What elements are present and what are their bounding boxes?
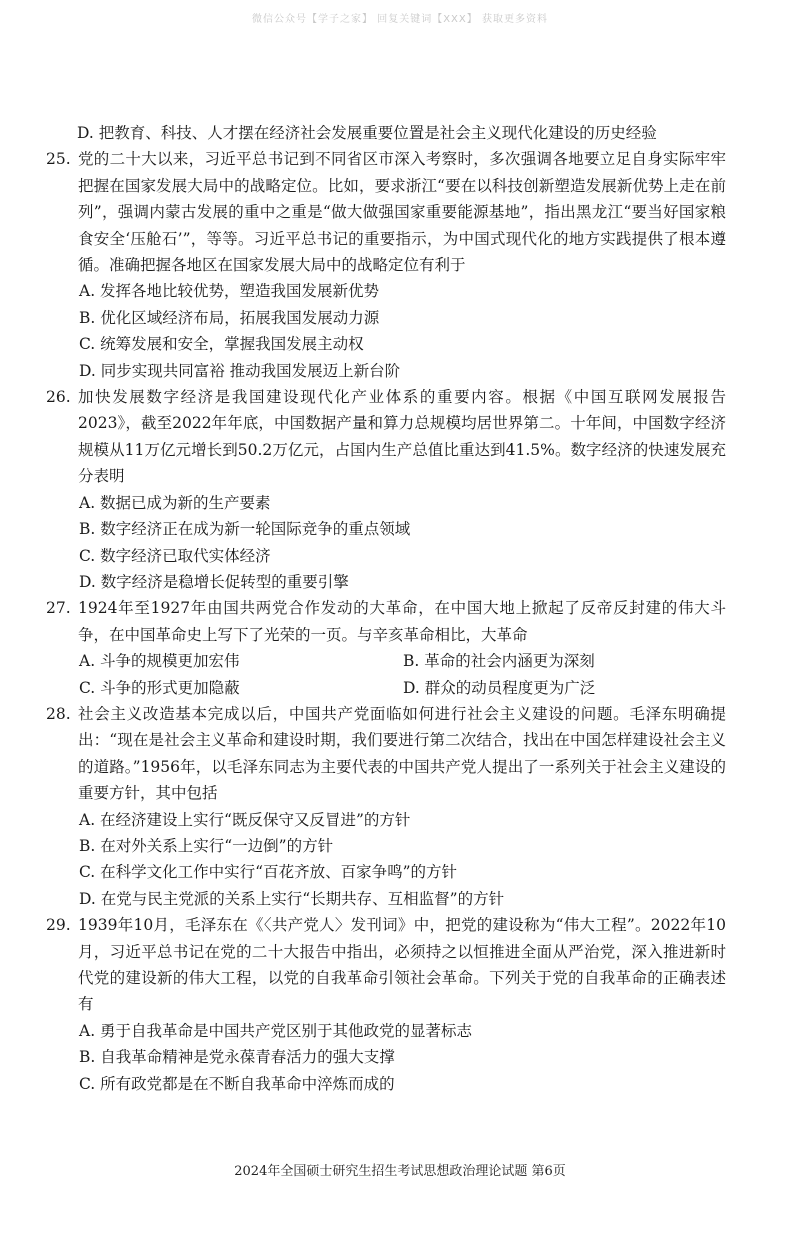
option-b[interactable]: B. 革命的社会内涵更为深刻: [403, 652, 595, 671]
question-stem: 1939年10月，毛泽东在《〈共产党人〉发刊词》中，把党的建设称为“伟大工程”。2022年10月，习近平总书记在党的二十大报告中指出，必须持之以恒推进全面从严治党，深入推进新时代党的建设新的伟大工程，以党的自我革命引领社会革命。下列关于党的自我革命的正确表述有: [78, 916, 726, 1014]
option-c[interactable]: C. 所有政党都是在不断自我革命中淬炼而成的: [79, 1074, 395, 1093]
option-c[interactable]: C. 斗争的形式更加隐蔽: [79, 678, 240, 697]
option-c[interactable]: C. 在科学文化工作中实行“百花齐放、百家争鸣”的方针: [79, 863, 458, 882]
option-d[interactable]: D. 同步实现共同富裕 推动我国发展迈上新台阶: [79, 361, 401, 380]
question-stem: 1924年至1927年由国共两党合作发动的大革命，在中国大地上掀起了反帝反封建的伟大斗争，在中国革命史上写下了光荣的一页。与辛亥革命相比，大革命: [78, 599, 726, 644]
option-c[interactable]: C. 数字经济已取代实体经济: [79, 546, 271, 565]
option-d[interactable]: D. 数字经济是稳增长促转型的重要引擎: [79, 572, 349, 591]
question-number: 28.: [46, 704, 71, 723]
exam-page-content: [46, 120, 726, 1097]
watermark: 微信公众号【学子之家】 回复关键词【XXX】 获取更多资料: [252, 14, 548, 25]
question-number: 26.: [46, 388, 71, 407]
option-b[interactable]: B. 自我革命精神是党永葆青春活力的强大支撑: [79, 1048, 395, 1067]
option-a[interactable]: A. 数据已成为新的生产要素: [79, 493, 271, 512]
option-a[interactable]: A. 发挥各地比较优势，塑造我国发展新优势: [79, 282, 380, 301]
question-stem: 加快发展数字经济是我国建设现代化产业体系的重要内容。根据《中国互联网发展报告2023》，截至2022年年底，中国数据产量和算力总规模均居世界第二。十年间，中国数字经济规模从11万亿元增长到50.2万亿元，占国内生产总值比重达到41.5%。数字经济的快速发展充分表明: [78, 388, 726, 486]
option-a[interactable]: A. 斗争的规模更加宏伟: [79, 652, 240, 671]
option-b[interactable]: B. 数字经济正在成为新一轮国际竞争的重点领域: [79, 520, 411, 539]
option-a[interactable]: A. 勇于自我革命是中国共产党区别于其他政党的显著标志: [79, 1021, 473, 1040]
option-d[interactable]: D. 在党与民主党派的关系上实行“长期共存、互相监督”的方针: [79, 889, 505, 908]
option-d[interactable]: D. 群众的动员程度更为广泛: [403, 678, 596, 697]
question-29: [46, 912, 726, 1097]
question-stem: 党的二十大以来，习近平总书记到不同省区市深入考察时，多次强调各地要立足自身实际牢牢把握在国家发展大局中的战略定位。比如，要求浙江“要在以科技创新塑造发展新优势上走在前列”，强调内蒙古发展的重中之重是“做大做强国家重要能源基地”，指出黑龙江“要当好国家粮食安全‘压舱石’”，等等。习近平总书记的重要指示，为中国式现代化的地方实践提供了根本遵循。准确把握各地区在国家发展大局中的战略定位有利于: [78, 150, 726, 275]
continued-option-d[interactable]: D. 把教育、科技、人才摆在经济社会发展重要位置是社会主义现代化建设的历史经验: [77, 124, 657, 142]
page-footer: 2024年全国硕士研究生招生考试思想政治理论试题 第6页: [234, 1164, 566, 1179]
options-row: [78, 675, 726, 701]
option-c[interactable]: C. 统筹发展和安全，掌握我国发展主动权: [79, 335, 364, 354]
options-row: [78, 648, 726, 674]
option-b[interactable]: B. 在对外关系上实行“一边倒”的方针: [79, 836, 334, 855]
question-stem: 社会主义改造基本完成以后，中国共产党面临如何进行社会主义建设的问题。毛泽东明确提出：“现在是社会主义革命和建设时期，我们要进行第二次结合，找出在中国怎样建设社会主义的道路。”1956年，以毛泽东同志为主要代表的中国共产党人提出了一系列关于社会主义建设的重要方针，其中包括: [78, 704, 726, 803]
question-26: [46, 384, 726, 595]
question-number: 29.: [46, 916, 71, 935]
question-number: 27.: [46, 599, 71, 618]
option-b[interactable]: B. 优化区域经济布局，拓展我国发展动力源: [79, 308, 380, 327]
question-number: 25.: [46, 150, 71, 169]
question-25: [46, 146, 726, 384]
option-a[interactable]: A. 在经济建设上实行“既反保守又反冒进”的方针: [79, 810, 411, 829]
question-28: [46, 701, 726, 912]
question-27: [46, 595, 726, 701]
